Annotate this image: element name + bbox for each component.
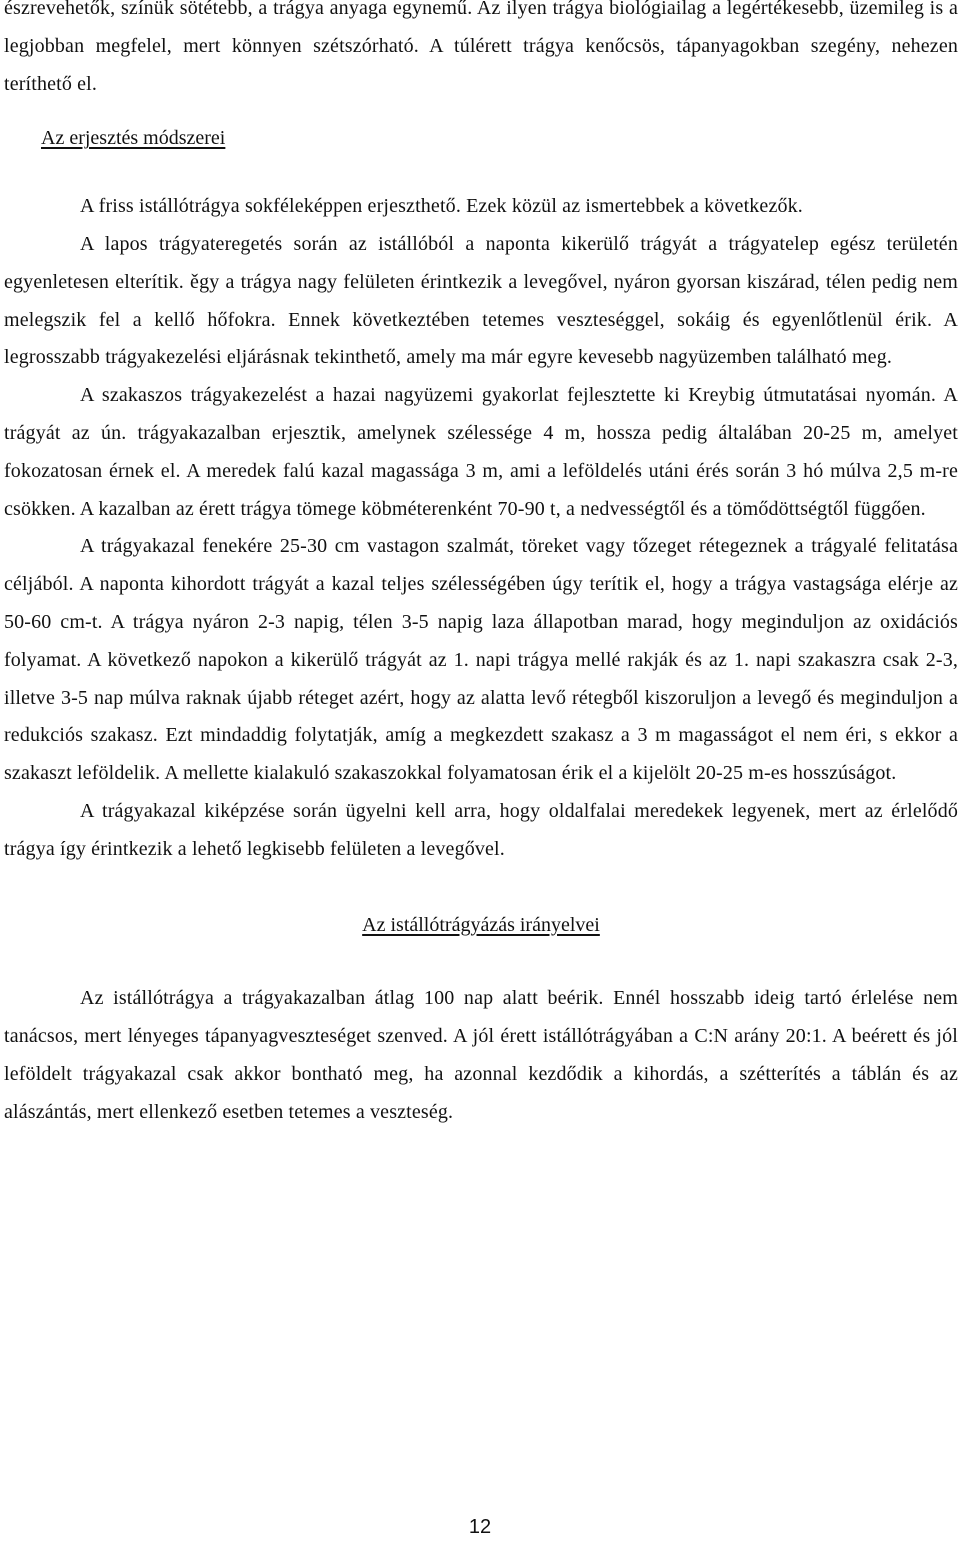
page-number: 12 [468, 1516, 492, 1538]
lead-paragraph: észrevehetők, színük sötétebb, a trágya anyaga egynemű. Az ilyen trágya biológiailag a legértékesebb, üzemileg is a legjobban megfelel, mert könnyen szétszórható. A túlérett trágya kenőcsös, tápanyagokban szegény, nehezen teríthető el. [4, 0, 958, 95]
paragraph: A szakaszos trágyakezelést a hazai nagyüzemi gyakorlat fejlesztette ki Kreybig útmutatásai nyomán. A trágyát az ún. trágyakazalban erjesztik, amelynek szélessége 4 m, hossza pedig általában 20-25 m, amelyet fokozatosan érnek el. A meredek falú kazal magassága 3 m, ami a leföldelés utáni érés során 3 hó múlva 2,5 m-re csökken. A kazalban az érett trágya tömege köbméterenként 70-90 t, a nedvességtől és a tömődöttségtől függően. [4, 384, 958, 520]
paragraph: A lapos trágyateregetés során az istállóból a naponta kikerülő trágyát a trágyatelep egész területén egyenletesen elterítik. ěgy a trágya nagy felületen érintkezik a levegővel, nyáron gyorsan kiszárad, télen pedig nem melegszik fel a kellő hőfokra. Ennek következtében tetemes veszteséggel, sokáig és egyenlőtlenül érik. A legrosszabb trágyakezelési eljárásnak tekinthető, amely ma már egyre kevesebb nagyüzemben található meg. [4, 232, 958, 369]
section-heading-erjesztes: Az erjesztés módszerei [41, 127, 226, 150]
paragraph: Az istállótrágya a trágyakazalban átlag 100 nap alatt beérik. Ennél hosszabb ideig tartó érlelése nem tanácsos, mert lényeges tápanyagveszteséget szenved. A jól érett istállótrágyában a C:N arány 20:1. A beérett és jól leföldelt trágyakazal csak akkor bontható meg, ha azonnal kezdődik a kihordás, a szétterítés a táblán és az alászántás, mert ellenkező esetben tetemes a veszteség. [4, 987, 958, 1123]
paragraph: A trágyakazal fenekére 25-30 cm vastagon szalmát, töreket vagy tőzeget rétegeznek a trágyalé felitatása céljából. A naponta kihordott trágyát a kazal teljes szélességében úgy terítik el, hogy a trágya vastagsága elérje az 50-60 cm-t. A trágya nyáron 2-3 napig, télen 3-5 napig laza állapotban marad, hogy meginduljon az oxidációs folyamat. A következő napokon a kikerülő trágyát az 1. napi trágya mellé rakják és az 1. napi szakaszra csak 2-3, illetve 3-5 nap múlva raknak újabb réteget azért, hogy az alatta levő rétegből kiszoruljon a levegő és meginduljon a redukciós szakasz. Ezt mindaddig folytatják, amíg a megkezdett szakasz a 3 m magasságot el nem éri, s ekkor a szakaszt leföldelik. A mellette kialakuló szakaszokkal folyamatosan érik el a kijelölt 20-25 m-es hosszúságot. [4, 535, 958, 785]
section-heading-iranyelvek: Az istállótrágyázás irányelvei [362, 913, 600, 936]
paragraph: A friss istállótrágya sokféleképpen erjeszthető. Ezek közül az ismertebbek a következők. [80, 195, 803, 218]
paragraph: A trágyakazal kiképzése során ügyelni kell arra, hogy oldalfalai meredekek legyenek, mert az érlelődő trágya így érintkezik a lehető legkisebb felületen a levegővel. [4, 799, 958, 860]
document-page [4, 0, 958, 1132]
